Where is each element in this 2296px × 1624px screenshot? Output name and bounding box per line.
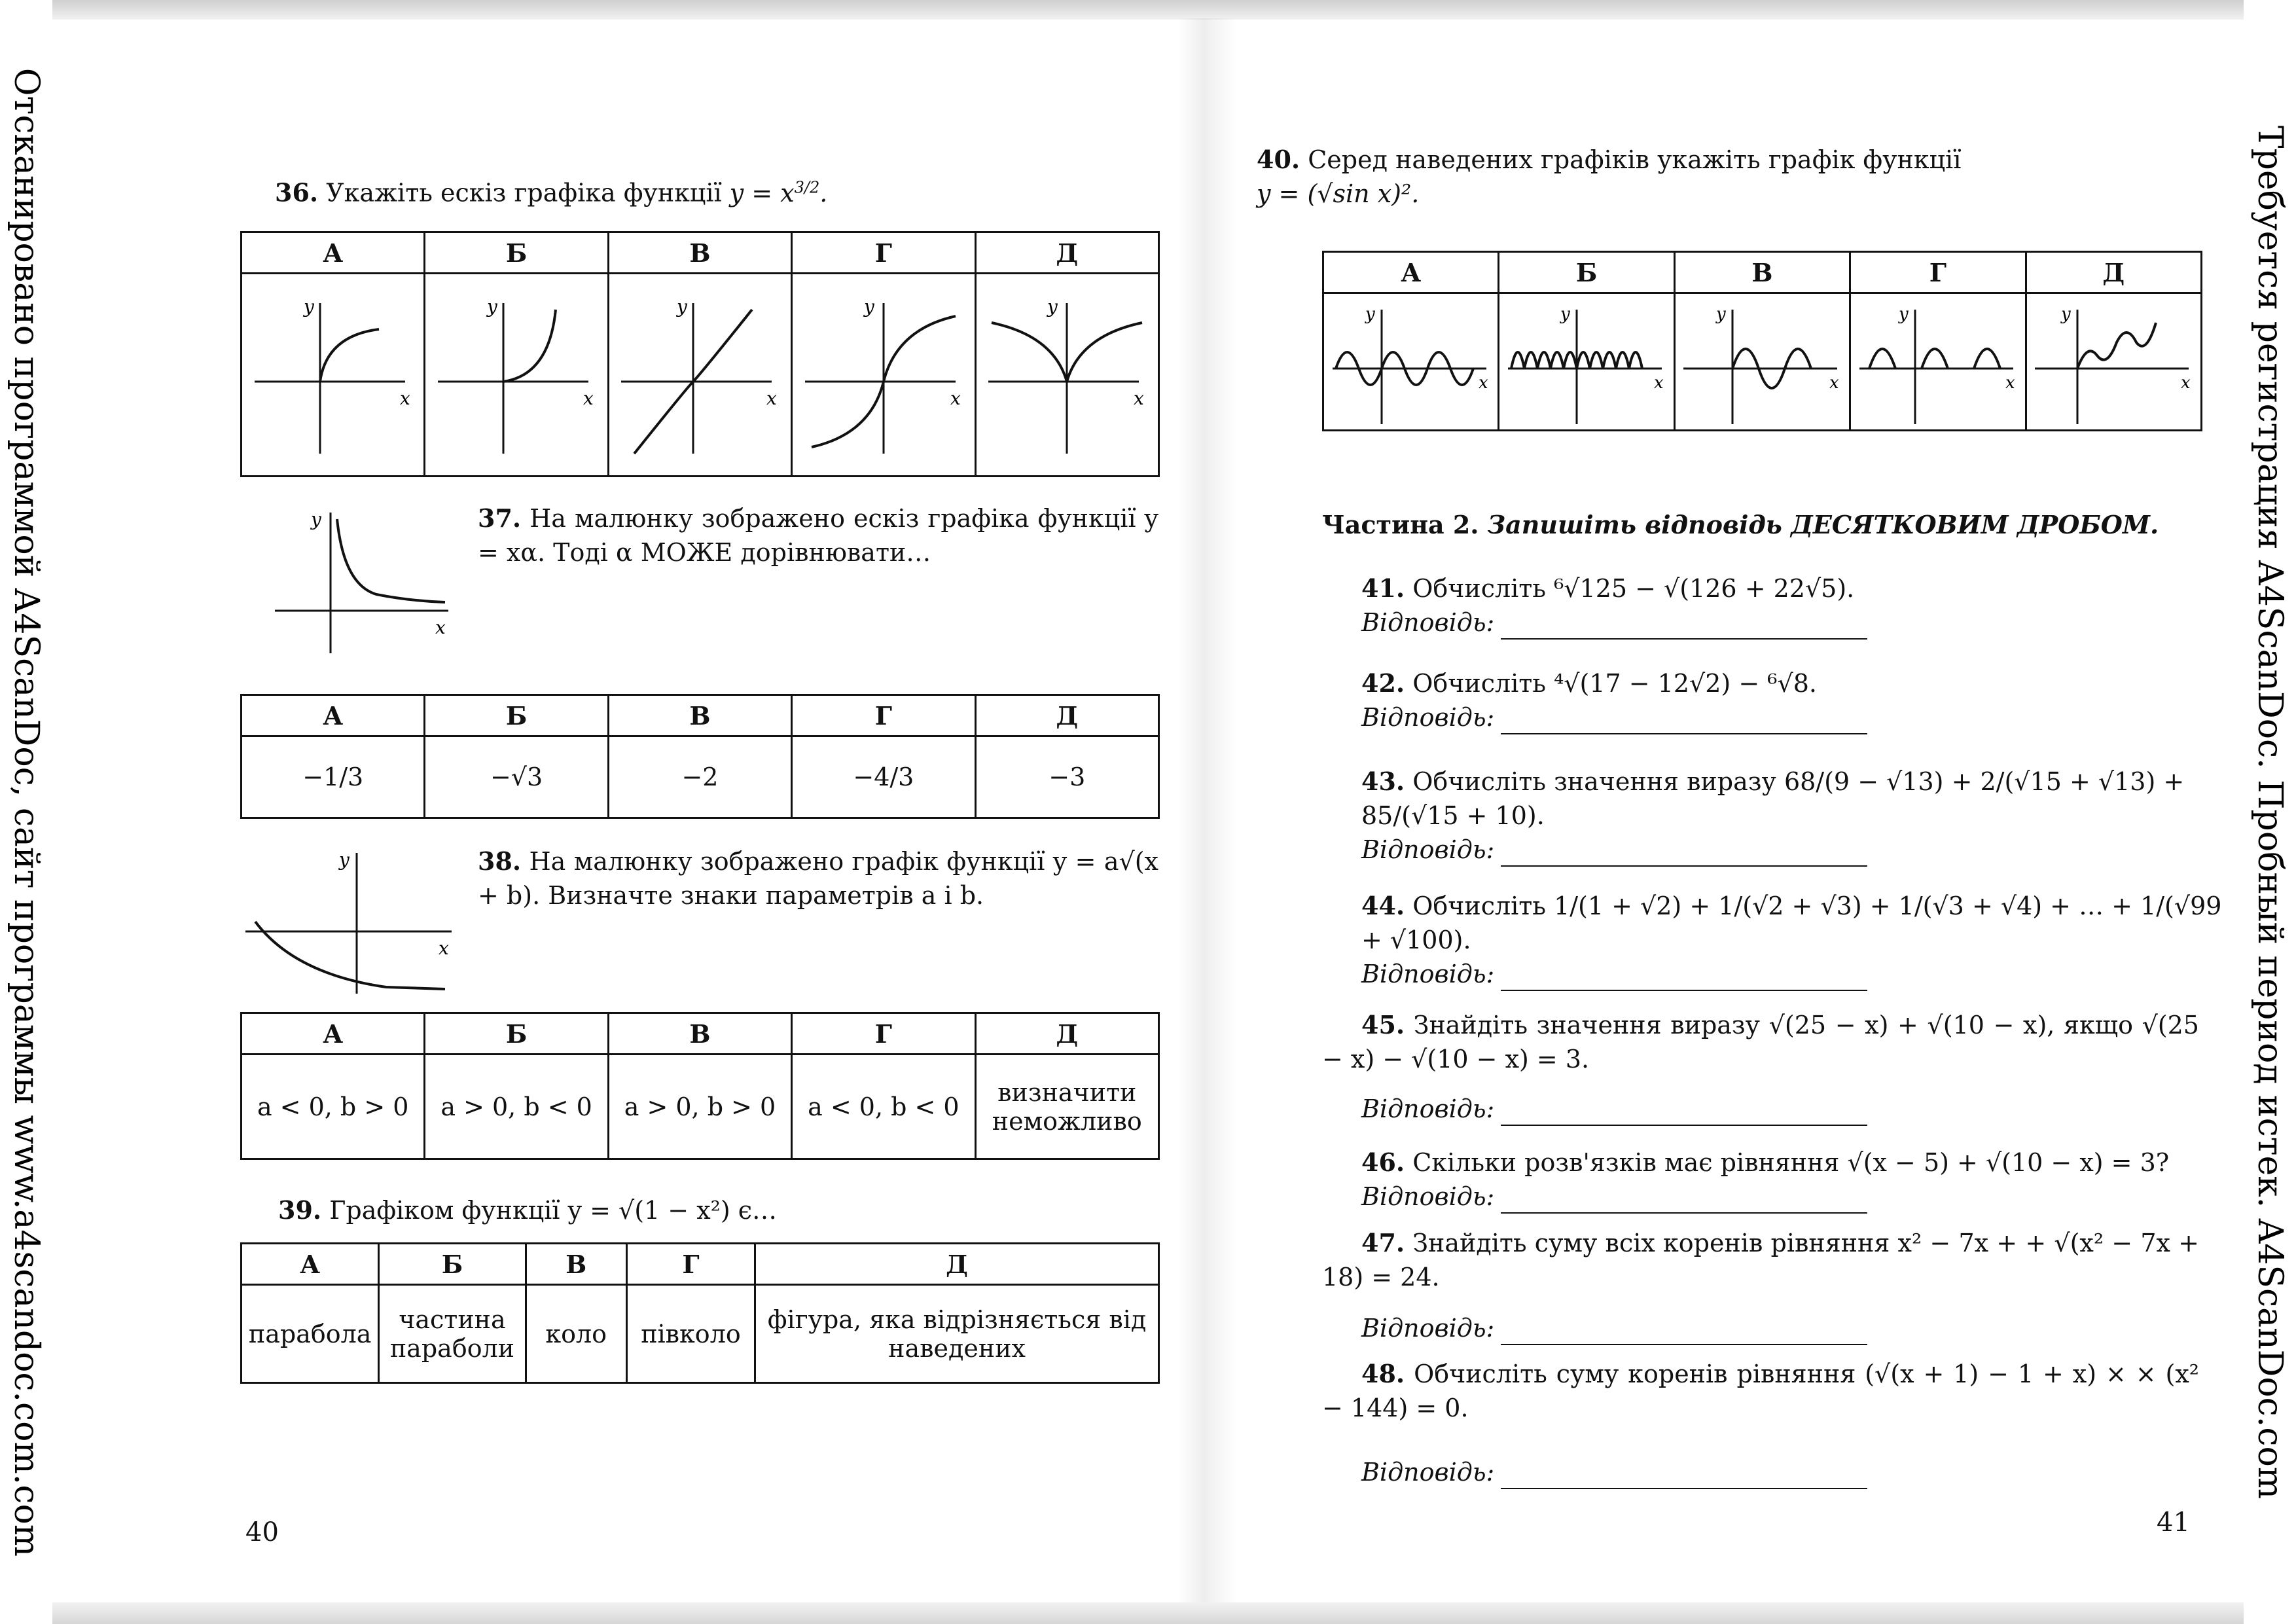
q37-col-d: Г (792, 695, 975, 736)
svg-text:y: y (311, 509, 321, 530)
page-left (52, 18, 1204, 1602)
q38-col-c: В (608, 1013, 791, 1055)
watermark-right-text: Требуется регистрация A4ScanDoc. Пробный период истек. A4ScanDoc.com (2250, 125, 2290, 1499)
q44 (1361, 889, 2244, 991)
watermark-left (0, 0, 52, 1624)
q45 (1322, 1008, 2199, 1076)
svg-text:y: y (677, 295, 688, 317)
q39-text-block (278, 1193, 777, 1227)
page-number-right: 41 (2157, 1507, 2190, 1538)
q37-graph-icon (272, 506, 455, 657)
svg-text:y: y (487, 295, 497, 317)
q37-opt-b: −√3 (425, 736, 608, 818)
q47-text: Знайдіть суму всіх коренів рівняння x² − 7x + + √(x² − 7x + 18) = 24. (1322, 1229, 2199, 1291)
q48-number: 48. (1361, 1359, 1405, 1388)
svg-text:x: x (439, 937, 449, 959)
q45-number: 45. (1361, 1010, 1405, 1039)
q38-col-b: Б (425, 1013, 608, 1055)
q36-text: Укажіть ескіз графіка функції (326, 178, 722, 208)
sine-full-graph-icon (1329, 297, 1493, 427)
rising-wave-graph-icon (2032, 297, 2195, 427)
q37-col-c: В (608, 695, 791, 736)
q37-text: На малюнку зображено ескіз графіка функції y = xα. Тоді α МОЖЕ дорівнювати… (478, 504, 1158, 567)
graph-a-icon (248, 283, 418, 467)
q47-answer-label: Відповідь: (1361, 1314, 1495, 1343)
q44-number: 44. (1361, 891, 1405, 920)
svg-text:x: x (950, 387, 961, 409)
svg-text:x: x (1478, 372, 1488, 393)
q39-col-b: Б (379, 1244, 526, 1285)
q40-col-b: Б (1499, 252, 1674, 293)
q47-answer-field[interactable] (1501, 1320, 1867, 1345)
q41-answer-label: Відповідь: (1361, 608, 1495, 637)
q36-table (240, 231, 1160, 477)
q40-col-a: А (1323, 252, 1499, 293)
q48-answer-field[interactable] (1501, 1464, 1867, 1489)
q36-formula: $y = x^{3/2}$. (729, 178, 828, 208)
q46-answer-label: Відповідь: (1361, 1182, 1495, 1211)
sine-graph-icon (1680, 297, 1844, 427)
q45-answer-field[interactable] (1501, 1101, 1867, 1126)
page-number-left: 40 (245, 1517, 279, 1547)
q37-opt-d: −4/3 (792, 736, 975, 818)
svg-text:y: y (1365, 304, 1375, 324)
svg-text:x: x (766, 387, 778, 409)
q36-graph-c (608, 274, 791, 477)
q42-text: Обчисліть ⁴√(17 − 12√2) − ⁶√8. (1412, 669, 1817, 698)
part2-header (1322, 508, 2159, 542)
q43-answer-field[interactable] (1501, 842, 1867, 867)
q48 (1322, 1357, 2199, 1425)
q44-answer-label: Відповідь: (1361, 960, 1495, 988)
svg-text:x: x (399, 387, 410, 409)
q41-number: 41. (1361, 573, 1405, 603)
q38-table (240, 1012, 1160, 1160)
sine-arches-graph-icon (1856, 297, 2020, 427)
q36-col-c: В (608, 232, 791, 274)
q41-text: Обчисліть ⁶√125 − √(126 + 22√5). (1412, 574, 1855, 603)
q36-graph-b (425, 274, 608, 477)
q39-opt-c: коло (526, 1285, 626, 1383)
q41 (1361, 571, 1867, 640)
q36-graph-a (242, 274, 425, 477)
q38-opt-c: a > 0, b > 0 (608, 1055, 791, 1159)
graph-d-icon (798, 283, 969, 467)
q38-opt-a: a < 0, b > 0 (242, 1055, 425, 1159)
q37-col-e: Д (975, 695, 1158, 736)
q48-text: Обчисліть суму коренів рівняння (√(x + 1) − 1 + x) × × (x² − 144) = 0. (1322, 1360, 2199, 1422)
q39-col-e: Д (755, 1244, 1159, 1285)
q36-col-d: Г (792, 232, 975, 274)
scan-bottom-edge (52, 1602, 2244, 1624)
svg-text:x: x (2181, 372, 2191, 393)
q40-text: Серед наведених графіків укажіть графік функції (1308, 145, 1962, 174)
q36-graph-d (792, 274, 975, 477)
q40-col-c: В (1674, 252, 1850, 293)
q36-col-e: Д (975, 232, 1158, 274)
q38-col-a: А (242, 1013, 425, 1055)
q39-table (240, 1242, 1160, 1384)
q43-answer-label: Відповідь: (1361, 835, 1495, 864)
q38-opt-b: a > 0, b < 0 (425, 1055, 608, 1159)
q40-formula: y = (√sin x)². (1257, 179, 1420, 208)
q39-opt-a: парабола (242, 1285, 379, 1383)
q45-answer (1361, 1092, 1867, 1126)
q45-text: Знайдіть значення виразу √(25 − x) + √(10 − x), якщо √(25 − x) − √(10 − x) = 3. (1322, 1011, 2199, 1074)
q43-text: Обчисліть значення виразу 68/(9 − √13) + 2/(√15 + √13) + 85/(√15 + 10). (1361, 767, 2185, 830)
q39-opt-d: півколо (626, 1285, 755, 1383)
q39-text: Графіком функції y = √(1 − x²) є… (329, 1196, 778, 1225)
watermark-left-text: Отсканировано программой A4ScanDoc, сайт программы www.a4scandoc.com.com (7, 67, 46, 1557)
q46-number: 46. (1361, 1147, 1405, 1177)
q37-col-b: Б (425, 695, 608, 736)
q40-col-e: Д (2026, 252, 2201, 293)
svg-text:y: y (339, 849, 350, 871)
q42 (1361, 666, 1867, 734)
svg-text:y: y (1716, 304, 1727, 324)
svg-text:y: y (1898, 304, 1909, 324)
svg-text:x: x (1829, 372, 1840, 393)
q39-col-c: В (526, 1244, 626, 1285)
q37-text-block (478, 501, 1158, 569)
q37-table (240, 694, 1160, 819)
q40-graph-b (1499, 293, 1674, 431)
q37-opt-e: −3 (975, 736, 1158, 818)
part2-title: Частина 2. (1322, 510, 1479, 539)
q38-number: 38. (478, 846, 522, 876)
q36-graph-e (975, 274, 1158, 477)
q39-col-d: Г (626, 1244, 755, 1285)
q39-number: 39. (278, 1195, 322, 1225)
q38-opt-e: визначити неможливо (975, 1055, 1158, 1159)
q40-graph-d (1850, 293, 2026, 431)
q44-text: Обчисліть 1/(1 + √2) + 1/(√2 + √3) + 1/(√3 + √4) + … + 1/(√99 + √100). (1361, 892, 2222, 954)
svg-text:y: y (2061, 304, 2071, 324)
q46 (1361, 1146, 2169, 1214)
svg-text:x: x (435, 617, 446, 638)
q42-number: 42. (1361, 668, 1405, 698)
q37-number: 37. (478, 503, 522, 533)
q40-graph-a (1323, 293, 1499, 431)
q40-number: 40. (1257, 145, 1300, 174)
q39-opt-e: фігура, яка відрізняється від наведених (755, 1285, 1159, 1383)
q43 (1361, 765, 2244, 867)
q37-col-a: А (242, 695, 425, 736)
q40-table (1322, 251, 2202, 431)
q40-graph-e (2026, 293, 2201, 431)
svg-text:x: x (2005, 372, 2015, 393)
q47 (1322, 1226, 2199, 1294)
abs-sine-graph-icon (1505, 297, 1668, 427)
q37-opt-a: −1/3 (242, 736, 425, 818)
svg-text:x: x (1654, 372, 1664, 393)
q37-opt-c: −2 (608, 736, 791, 818)
svg-text:y: y (303, 295, 314, 317)
q48-answer (1361, 1455, 1867, 1489)
q38-col-e: Д (975, 1013, 1158, 1055)
svg-text:y: y (863, 295, 874, 317)
q42-answer-label: Відповідь: (1361, 703, 1495, 732)
q36-col-a: А (242, 232, 425, 274)
svg-text:y: y (1047, 295, 1058, 317)
graph-c-icon (615, 283, 785, 467)
watermark-right (2244, 0, 2296, 1624)
q36-col-b: Б (425, 232, 608, 274)
q47-answer (1361, 1311, 1867, 1345)
q38-text: На малюнку зображено графік функції y = a√(x + b). Визначте знаки параметрів a і b. (478, 847, 1158, 910)
q38-graph-icon (242, 846, 458, 997)
q44-answer-field[interactable] (1501, 966, 1867, 991)
q45-answer-label: Відповідь: (1361, 1094, 1495, 1123)
q42-answer-field[interactable] (1501, 710, 1867, 734)
q40-graph-c (1674, 293, 1850, 431)
page-right (1204, 18, 2244, 1602)
q41-answer-field[interactable] (1501, 615, 1867, 640)
q36-title (275, 170, 827, 210)
q36-number: 36. (275, 177, 319, 208)
graph-e-icon (982, 283, 1152, 467)
svg-text:x: x (583, 387, 594, 409)
q46-text: Скільки розв'язків має рівняння √(x − 5) + √(10 − x) = 3? (1412, 1148, 2170, 1177)
q40-col-d: Г (1850, 252, 2026, 293)
q39-col-a: А (242, 1244, 379, 1285)
q39-opt-b: частина параболи (379, 1285, 526, 1383)
q43-number: 43. (1361, 767, 1405, 796)
svg-text:x: x (1134, 387, 1145, 409)
graph-b-icon (431, 283, 601, 467)
q48-answer-label: Відповідь: (1361, 1458, 1495, 1487)
q38-col-d: Г (792, 1013, 975, 1055)
scan-top-edge (52, 0, 2244, 20)
svg-text:y: y (1560, 304, 1570, 324)
q46-answer-field[interactable] (1501, 1189, 1867, 1214)
q38-text-block (478, 844, 1158, 912)
q40-text-block (1257, 143, 2173, 211)
part2-instruction: Запишіть відповідь ДЕСЯТКОВИМ ДРОБОМ. (1487, 510, 2159, 539)
q47-number: 47. (1361, 1228, 1405, 1257)
q38-opt-d: a < 0, b < 0 (792, 1055, 975, 1159)
